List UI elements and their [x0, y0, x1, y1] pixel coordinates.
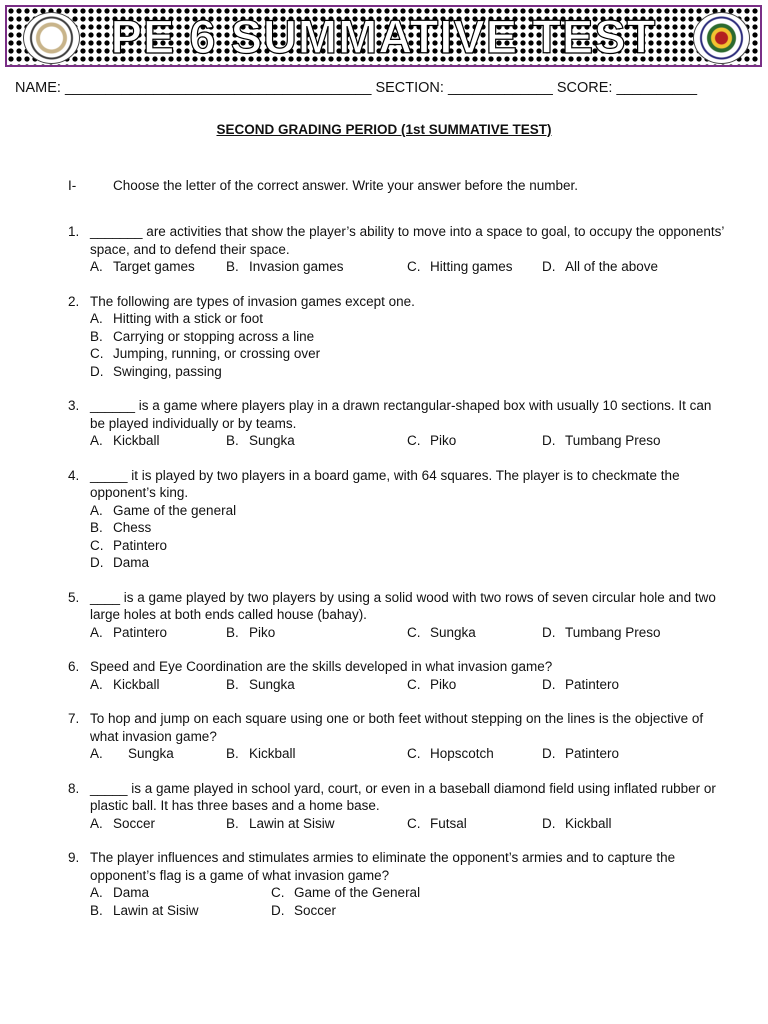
question-8 [68, 780, 728, 833]
option-c: C. Piko [407, 433, 457, 448]
option-d: D. Tumbang Preso [542, 433, 661, 448]
option-a: A. Sungka [90, 746, 174, 761]
option-c: C. Sungka [407, 624, 476, 640]
option-d: D. Swinging, passing [90, 363, 222, 379]
option-b: B. Piko [226, 624, 276, 640]
question-stem: Speed and Eye Coordination are the skills developed in what invasion game? [90, 659, 553, 674]
option-c: C. Patintero [90, 537, 168, 553]
name-label: NAME: [15, 80, 61, 96]
option-b: B. Lawin at Sisiw [90, 902, 199, 918]
question-6 [68, 658, 728, 693]
test-title: PE 6 SUMMATIVE TEST [110, 10, 657, 63]
section-blank: _____________ [447, 80, 553, 96]
instruction-text: Choose the letter of the correct answer. Write your answer before the number. [113, 178, 578, 193]
option-c: C. Hopscotch [407, 746, 494, 761]
score-blank: __________ [616, 80, 698, 96]
option-b: B. Kickball [226, 746, 296, 761]
header-banner [5, 5, 762, 67]
option-a: A. Target games [90, 259, 195, 274]
option-d: D. Patintero [542, 746, 620, 761]
option-d: D. All of the above [542, 259, 659, 274]
deped-seal-icon [693, 12, 750, 64]
option-b: B. Sungka [226, 433, 295, 448]
question-stem: The following are types of invasion games except one. [90, 293, 415, 309]
question-7 [68, 710, 728, 763]
question-stem: ____ is a game played by two players by using a solid wood with two rows of seven circular hole and two large holes at both ends called house (bahay). [90, 589, 716, 622]
question-4 [68, 467, 728, 572]
option-d: D. Soccer [271, 902, 337, 918]
score-label: SCORE: [556, 80, 613, 96]
instruction [68, 178, 578, 193]
option-a: A. Kickball [90, 676, 160, 692]
option-a: A. Kickball [90, 433, 160, 448]
question-list [68, 223, 728, 936]
question-3 [68, 397, 728, 450]
option-d: D. Tumbang Preso [542, 624, 661, 640]
question-stem: _______ are activities that show the player’s ability to move into a space to goal, to occupy the opponents’ space, and to defend their space. [90, 224, 724, 257]
question-stem: To hop and jump on each square using one or both feet without stepping on the lines is the objective of what invasion game? [90, 711, 704, 744]
grading-period-title: SECOND GRADING PERIOD (1st SUMMATIVE TEST) [216, 122, 552, 137]
question-number: 7. [68, 711, 80, 726]
question-stem: _____ it is played by two players in a board game, with 64 squares. The player is to checkmate the opponent’s king. [90, 467, 680, 500]
question-number: 5. [68, 589, 80, 605]
option-d: D. Dama [90, 555, 150, 570]
option-c: C. Game of the General [271, 885, 421, 900]
option-b: B. Lawin at Sisiw [226, 815, 335, 831]
question-number: 2. [68, 293, 80, 309]
name-blank: ______________________________________ [64, 80, 372, 96]
option-d: D. Patintero [542, 676, 620, 692]
option-a: A. Game of the general [90, 502, 237, 518]
question-number: 9. [68, 850, 80, 865]
question-stem: _____ is a game played in school yard, court, or even in a baseball diamond field using inflated rubber or plastic ball. It has three bases and a home base. [90, 780, 716, 813]
option-a: A. Patintero [90, 624, 168, 640]
question-2 [68, 293, 728, 381]
question-5 [68, 589, 728, 642]
option-a: A. Soccer [90, 815, 156, 831]
question-9 [68, 849, 728, 919]
school-seal-icon [23, 12, 80, 64]
option-b: B. Carrying or stopping across a line [90, 328, 315, 344]
option-c: C. Piko [407, 676, 457, 692]
option-c: C. Futsal [407, 815, 467, 831]
question-stem: The player influences and stimulates armies to eliminate the opponent’s armies and to capture the opponent’s flag is a game of what invasion game? [90, 850, 676, 883]
option-b: B. Chess [90, 520, 152, 535]
question-number: 4. [68, 467, 80, 483]
option-c: C. Hitting games [407, 259, 513, 274]
question-number: 6. [68, 659, 80, 674]
option-a: A. Dama [90, 885, 150, 900]
option-b: B. Sungka [226, 676, 295, 692]
question-number: 1. [68, 224, 80, 239]
question-number: 3. [68, 398, 80, 413]
question-number: 8. [68, 780, 80, 796]
section-label: SECTION: [375, 80, 444, 96]
instruction-number: I- [68, 178, 77, 193]
option-a: A. Hitting with a stick or foot [90, 311, 264, 326]
student-info-row [15, 80, 755, 96]
option-b: B. Invasion games [226, 259, 344, 274]
question-stem: ______ is a game where players play in a drawn rectangular-shaped box with usually 10 sections. It can be played individually or by teams. [90, 398, 712, 431]
question-1 [68, 223, 728, 276]
option-d: D. Kickball [542, 815, 612, 831]
option-c: C. Jumping, running, or crossing over [90, 346, 321, 361]
